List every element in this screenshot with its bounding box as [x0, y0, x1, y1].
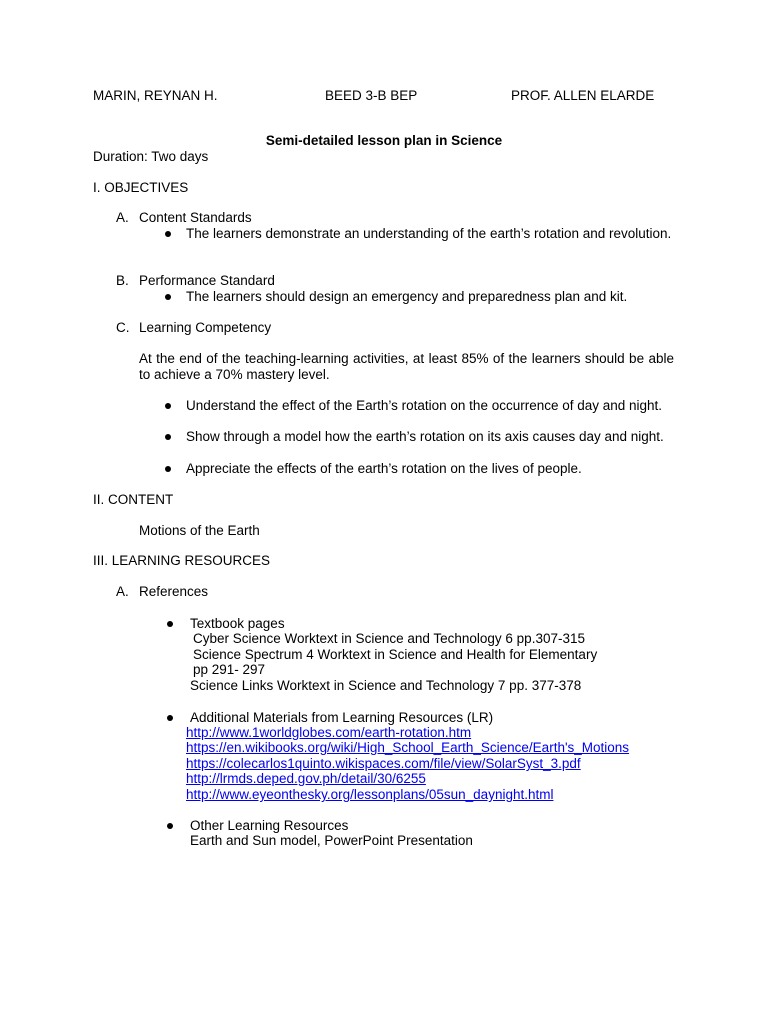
bullet-icon	[165, 403, 171, 409]
learning-competency-intro: At the end of the teaching-learning activities, at least 85% of the learners should be able to achieve a 70% mastery level.	[139, 351, 674, 382]
textbook-label: Textbook pages	[190, 616, 285, 631]
section-label: BEED 3-B BEP	[325, 88, 418, 103]
textbook-line: pp 291- 297	[193, 662, 266, 677]
bullet-icon	[167, 715, 173, 721]
other-resources-value: Earth and Sun model, PowerPoint Presentation	[190, 833, 473, 848]
resource-link[interactable]: http://www.eyeonthesky.org/lessonplans/05sun_daynight.html	[186, 787, 554, 802]
other-resources-label: Other Learning Resources	[190, 818, 349, 833]
textbook-line: Science Links Worktext in Science and Technology 7 pp. 377-378	[190, 678, 582, 693]
student-name: MARIN, REYNAN H.	[93, 88, 218, 103]
performance-standard-text: The learners should design an emergency and preparedness plan and kit.	[186, 289, 628, 304]
competency-item: Show through a model how the earth’s rotation on its axis causes day and night.	[186, 429, 664, 444]
content-heading: II. CONTENT	[93, 492, 174, 507]
bullet-icon	[167, 823, 173, 829]
bullet-icon	[165, 466, 171, 472]
textbook-line: Cyber Science Worktext in Science and Technology 6 pp.307-315	[193, 631, 585, 646]
additional-materials-label: Additional Materials from Learning Resources (LR)	[190, 710, 494, 725]
performance-standard-label: Performance Standard	[139, 273, 275, 288]
duration: Duration: Two days	[93, 149, 209, 164]
resource-link[interactable]: https://en.wikibooks.org/wiki/High_School_Earth_Science/Earth's_Motions	[186, 740, 630, 755]
competency-item: Appreciate the effects of the earth’s rotation on the lives of people.	[186, 461, 582, 476]
list-letter: A.	[116, 584, 129, 599]
bullet-icon	[165, 231, 171, 237]
textbook-line: Science Spectrum 4 Worktext in Science and Health for Elementary	[193, 647, 598, 662]
list-letter: C.	[116, 320, 130, 335]
content-standards-label: Content Standards	[139, 210, 252, 225]
content-topic: Motions of the Earth	[139, 523, 260, 538]
resource-link[interactable]: http://lrmds.deped.gov.ph/detail/30/6255	[186, 771, 426, 786]
objectives-heading: I. OBJECTIVES	[93, 180, 189, 195]
competency-item: Understand the effect of the Earth’s rotation on the occurrence of day and night.	[186, 398, 663, 413]
resource-link[interactable]: http://www.1worldglobes.com/earth-rotation.htm	[186, 725, 472, 740]
list-letter: B.	[116, 273, 129, 288]
content-standards-text: The learners demonstrate an understanding of the earth’s rotation and revolution.	[186, 226, 672, 241]
learning-competency-label: Learning Competency	[139, 320, 272, 335]
bullet-icon	[165, 294, 171, 300]
bullet-icon	[165, 434, 171, 440]
professor-name: PROF. ALLEN ELARDE	[511, 88, 655, 103]
references-label: References	[139, 584, 209, 599]
resources-heading: III. LEARNING RESOURCES	[93, 553, 271, 568]
resource-link[interactable]: https://colecarlos1quinto.wikispaces.com/file/view/SolarSyst_3.pdf	[186, 756, 581, 771]
bullet-icon	[167, 621, 173, 627]
page-title: Semi-detailed lesson plan in Science	[265, 133, 503, 148]
list-letter: A.	[116, 210, 129, 225]
